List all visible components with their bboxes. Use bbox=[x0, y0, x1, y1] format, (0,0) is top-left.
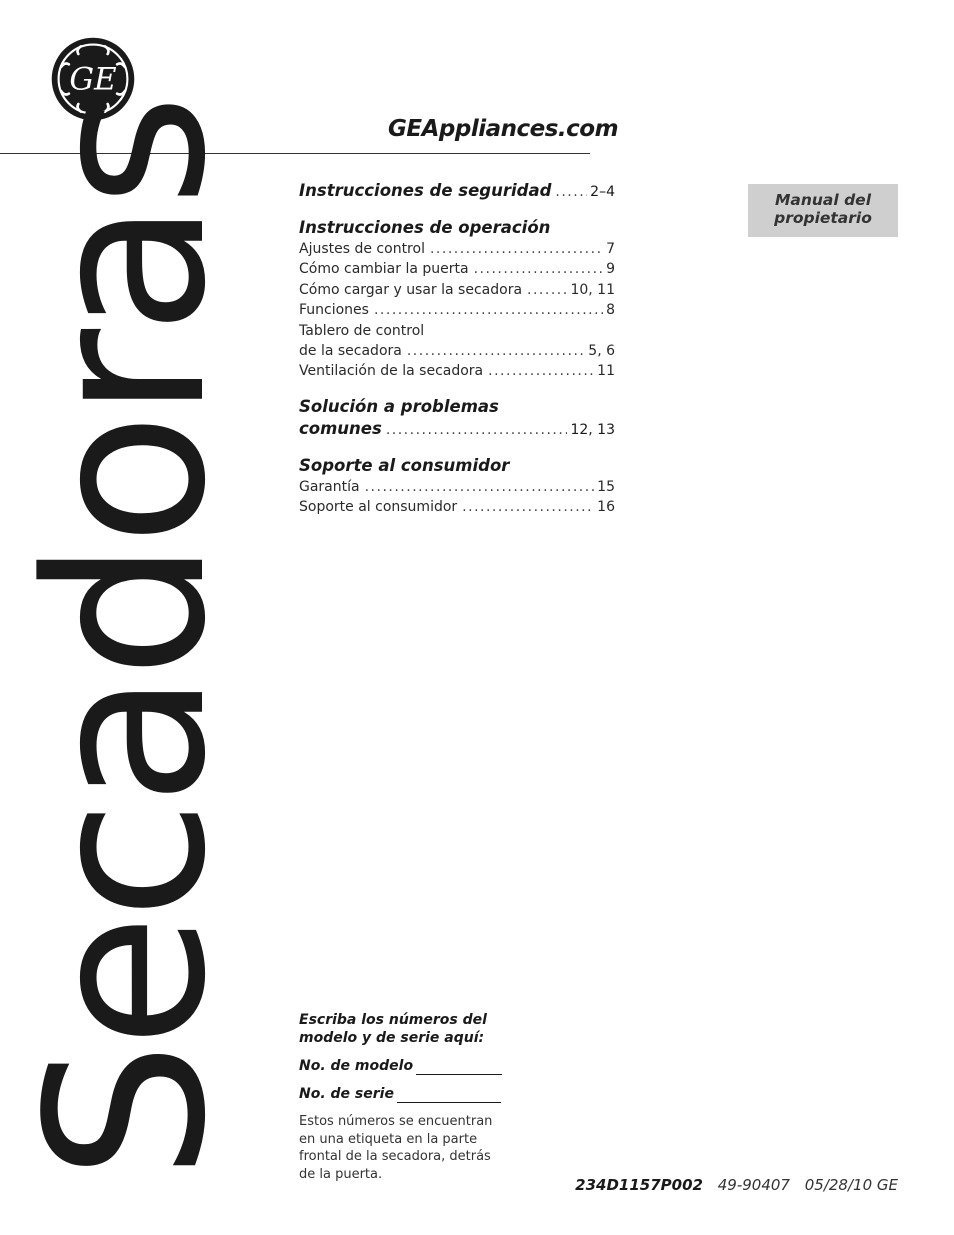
toc-heading: Solución a problemas bbox=[299, 396, 499, 416]
toc-entry-safety[interactable] bbox=[299, 180, 615, 203]
toc-section-troubleshooting bbox=[299, 396, 615, 441]
toc-entry[interactable]: Cómo cargar y usar la secadora ..... 10, 11 bbox=[299, 280, 615, 300]
toc-leader bbox=[555, 181, 587, 203]
toc-entry[interactable]: Garantía ..... 15 bbox=[299, 477, 615, 497]
part-number: 234D1157P002 bbox=[575, 1176, 703, 1194]
toc-heading: Instrucciones de operación bbox=[299, 218, 551, 237]
table-of-contents bbox=[299, 180, 615, 532]
serial-number-line bbox=[397, 1088, 501, 1103]
owners-manual-badge bbox=[748, 184, 898, 237]
record-note: Estos números se encuentran en una etiqueta en la parte frontal de la secadora, detrás de la puerta. bbox=[299, 1114, 493, 1182]
record-header: Escriba los números del modelo y de serie aquí: bbox=[299, 1012, 487, 1046]
toc-heading: Instrucciones de seguridad bbox=[299, 181, 552, 200]
serial-number-label: No. de serie bbox=[299, 1086, 394, 1102]
doc-number: 49-90407 bbox=[717, 1176, 790, 1194]
doc-date: 05/28/10 GE bbox=[804, 1176, 898, 1194]
badge-line-2: propietario bbox=[774, 209, 872, 227]
toc-section-operation bbox=[299, 217, 615, 382]
model-serial-record bbox=[299, 1011, 509, 1183]
toc-entry[interactable]: Funciones ..... 8 bbox=[299, 300, 615, 320]
toc-entry[interactable]: de la secadora ..... 5, 6 bbox=[299, 341, 615, 361]
toc-section-safety bbox=[299, 180, 615, 203]
page-title: Secadoras bbox=[1, 99, 254, 1181]
toc-entry[interactable]: Ajustes de control ..... 7 bbox=[299, 239, 615, 259]
toc-entry[interactable]: Ventilación de la secadora ..... 11 bbox=[299, 361, 615, 381]
toc-entry[interactable]: Cómo cambiar la puerta ..... 9 bbox=[299, 259, 615, 279]
toc-entry[interactable]: Soporte al consumidor ..... 16 bbox=[299, 497, 615, 517]
footer-codes bbox=[575, 1176, 898, 1194]
toc-section-consumer bbox=[299, 455, 615, 518]
model-number-line bbox=[416, 1060, 502, 1075]
model-number-field[interactable] bbox=[299, 1057, 509, 1075]
badge-line-1: Manual del bbox=[774, 191, 872, 209]
toc-page: 2–4 bbox=[590, 184, 615, 200]
website-url[interactable]: GEAppliances.com bbox=[388, 116, 619, 142]
ge-logo-text: GE bbox=[69, 61, 117, 98]
toc-heading: Soporte al consumidor bbox=[299, 455, 510, 475]
model-number-label: No. de modelo bbox=[299, 1058, 414, 1074]
toc-entry-troubleshooting[interactable]: comunes ..... 12, 13 bbox=[299, 418, 615, 441]
toc-entry-label: Tablero de control bbox=[299, 322, 425, 339]
serial-number-field[interactable] bbox=[299, 1085, 509, 1103]
